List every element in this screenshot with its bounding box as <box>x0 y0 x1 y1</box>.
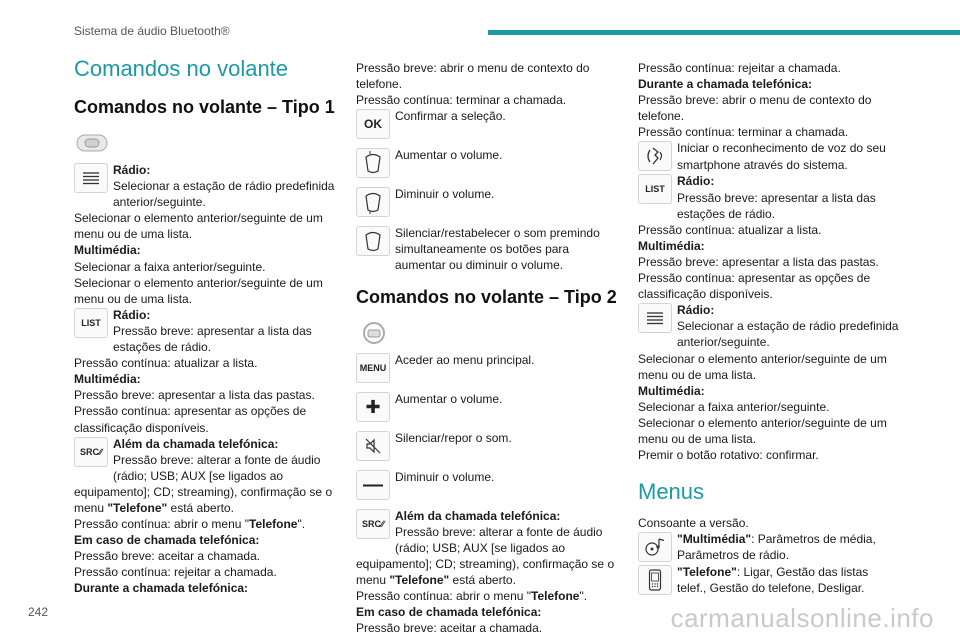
multimedia-label: Multimédia: <box>638 238 705 253</box>
text <box>356 524 618 588</box>
text: Pressão breve: alterar a fonte de áudio (rádio; USB; AUX [se ligados ao equipamento]; CD; streaming), confirmação se o menu <box>356 524 615 587</box>
type1-title: Comandos no volante – Tipo 1 <box>74 97 335 117</box>
incoming-call-label: Em caso de chamada telefónica: <box>74 533 260 548</box>
multimedia-icon <box>638 532 672 562</box>
text: Pressão breve: abrir o menu de contexto do telefone. <box>356 61 590 92</box>
text: Selecionar a faixa anterior/seguinte. <box>74 259 266 274</box>
text: : Parâmetros de média, Parâmetros de rádio. <box>677 532 876 563</box>
text: Pressão contínua: atualizar a lista. <box>638 222 822 237</box>
text: ". <box>579 589 588 604</box>
section-title: Comandos no volante <box>74 56 289 81</box>
src-phone-button-icon: SRC ∕∕ <box>74 437 108 467</box>
radio-label: Rádio: <box>677 303 715 318</box>
incoming-call-label: Em caso de chamada telefónica: <box>356 605 542 620</box>
text <box>638 531 900 563</box>
plus-icon: ✚ <box>356 392 390 422</box>
text: Telefone <box>531 589 580 604</box>
text: Selecionar o elemento anterior/seguinte de um menu ou de uma lista. <box>638 351 887 382</box>
text: Aceder ao menu principal. <box>395 352 535 367</box>
text: Pressão contínua: abrir o menu " <box>74 517 250 532</box>
text: Selecionar a estação de rádio predefinida anterior/seguinte. <box>113 179 335 210</box>
header-title: Sistema de áudio Bluetooth® <box>74 24 230 38</box>
text: Pressão contínua: apresentar as opções de classificação disponíveis. <box>74 404 307 435</box>
text: Pressão contínua: terminar a chamada. <box>356 93 567 108</box>
column-3 <box>638 60 900 597</box>
text: Silenciar/repor o som. <box>395 430 512 445</box>
text: Telefone <box>249 517 298 532</box>
text: "Telefone" <box>677 565 737 580</box>
text: Aumentar o volume. <box>395 391 503 406</box>
header-accent-bar <box>488 30 960 35</box>
src-label: SRC <box>361 518 381 529</box>
volume-down-icon <box>356 187 390 217</box>
list-button-icon: LIST <box>74 308 108 338</box>
menus-title: Menus <box>638 479 705 505</box>
scroll-wheel-icon <box>74 163 108 193</box>
outside-call-label: Além da chamada telefónica: <box>395 508 561 523</box>
watermark: carmanualsonline.info <box>670 603 934 633</box>
text: Pressão contínua: atualizar a lista. <box>74 356 258 371</box>
text <box>356 588 618 604</box>
text: Selecionar o elemento anterior/seguinte de um menu ou de uma lista. <box>638 415 887 446</box>
text: Confirmar a seleção. <box>395 109 506 124</box>
phone-icon <box>638 565 672 595</box>
during-call-label: Durante a chamada telefónica: <box>74 581 249 596</box>
text: Consoante a versão. <box>638 516 749 531</box>
page-number: 242 <box>28 605 49 619</box>
text: Pressão contínua: abrir o menu " <box>356 589 532 604</box>
radio-label: Rádio: <box>677 174 715 189</box>
text: Pressão breve: alterar a fonte de áudio (rádio; USB; AUX [se ligados ao equipamento]; CD; streaming), confirmação se o menu <box>74 452 333 515</box>
text: Aumentar o volume. <box>395 148 503 163</box>
text: Diminuir o volume. <box>395 187 495 202</box>
volume-up-icon <box>356 148 390 178</box>
menu-button-icon: MENU <box>356 353 390 383</box>
text: está aberto. <box>449 572 516 587</box>
multimedia-label: Multimédia: <box>74 372 141 387</box>
text: Pressão breve: apresentar a lista das pastas. <box>74 388 315 403</box>
text: Selecionar o elemento anterior/seguinte de um menu ou de uma lista. <box>74 275 323 306</box>
voice-recognition-icon <box>638 141 672 171</box>
ok-button-icon: OK <box>356 109 390 139</box>
column-1 <box>74 56 336 597</box>
outside-call-label: Além da chamada telefónica: <box>113 436 279 451</box>
steering-wheel-icon <box>356 320 392 346</box>
list-button-icon: LIST <box>638 174 672 204</box>
text: ". <box>297 517 306 532</box>
text: Silenciar/restabelecer o som premindo simultaneamente os botões para aumentar ou diminuir o volume. <box>395 226 600 273</box>
mute-icon <box>356 431 390 461</box>
text: "Telefone" <box>389 572 450 587</box>
text: Pressão contínua: rejeitar a chamada. <box>74 565 277 580</box>
text <box>74 452 336 516</box>
text: "Multimédia" <box>677 532 752 547</box>
text: Pressão contínua: terminar a chamada. <box>638 125 849 140</box>
text: Selecionar a estação de rádio predefinida anterior/seguinte. <box>677 319 899 350</box>
text: Pressão breve: aceitar a chamada. <box>356 621 543 636</box>
text <box>638 564 900 596</box>
text: Selecionar o elemento anterior/seguinte de um menu ou de uma lista. <box>74 211 323 242</box>
text: Pressão breve: aceitar a chamada. <box>74 549 261 564</box>
radio-label: Rádio: <box>113 307 151 322</box>
text <box>74 516 336 532</box>
text: Pressão breve: apresentar a lista das pastas. <box>638 254 879 269</box>
column-2 <box>356 60 618 636</box>
radio-label: Rádio: <box>113 163 151 177</box>
multimedia-label: Multimédia: <box>638 383 705 398</box>
type2-title: Comandos no volante – Tipo 2 <box>356 286 617 307</box>
src-label: SRC <box>79 446 99 457</box>
text: está aberto. <box>167 500 234 515</box>
during-call-label: Durante a chamada telefónica: <box>638 77 813 92</box>
text: Pressão breve: apresentar a lista das estações de rádio. <box>677 190 876 221</box>
text: Pressão breve: abrir o menu de contexto do telefone. <box>638 93 872 124</box>
minus-icon: — <box>356 470 390 500</box>
text: Premir o botão rotativo: confirmar. <box>638 448 819 463</box>
steering-switch-icon <box>74 130 110 156</box>
text: Selecionar a faixa anterior/seguinte. <box>638 399 830 414</box>
text: Pressão contínua: rejeitar a chamada. <box>638 61 841 75</box>
text: Iniciar o reconhecimento de voz do seu smartphone através do sistema. <box>677 141 886 172</box>
src-phone-button-icon: SRC ∕∕ <box>356 509 390 539</box>
text: : Ligar, Gestão das listas telef., Gestão do telefone, Desligar. <box>677 565 869 596</box>
text: Pressão contínua: apresentar as opções de classificação disponíveis. <box>638 271 871 302</box>
multimedia-label: Multimédia: <box>74 243 141 258</box>
mute-buttons-icon <box>356 226 390 256</box>
text: Pressão breve: apresentar a lista das estações de rádio. <box>113 323 312 355</box>
text: "Telefone" <box>107 500 168 515</box>
scroll-wheel-icon <box>638 303 672 333</box>
text: Diminuir o volume. <box>395 469 495 484</box>
